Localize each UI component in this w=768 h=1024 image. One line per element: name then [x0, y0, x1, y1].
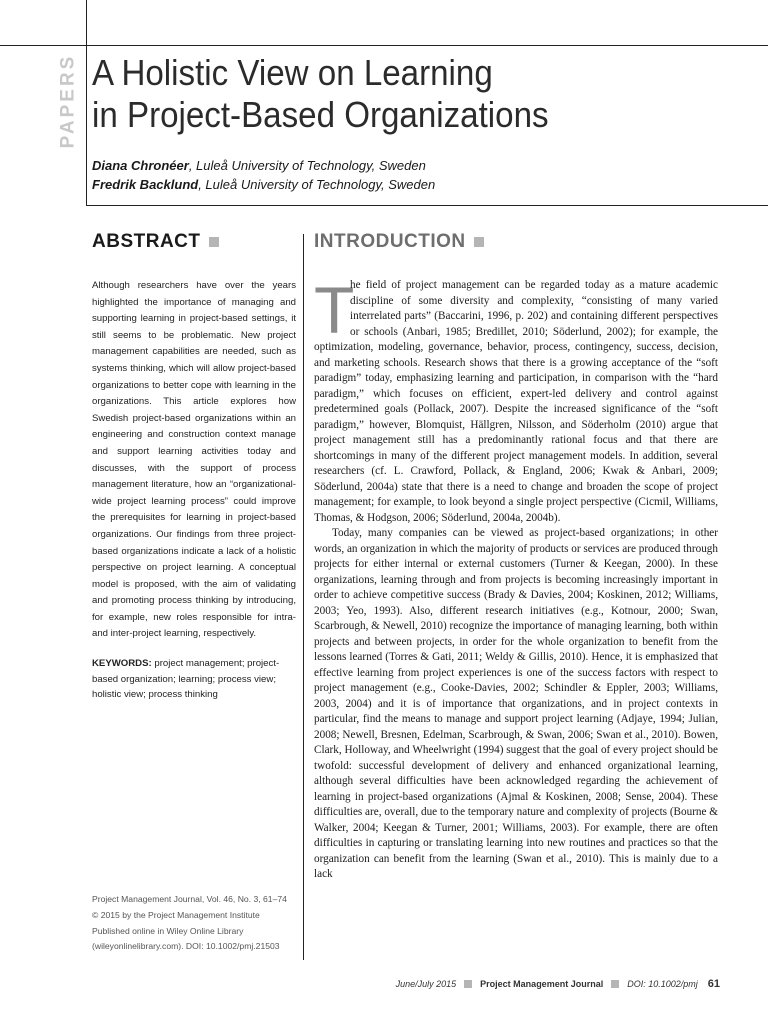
article-title: [92, 52, 699, 136]
citation-line: © 2015 by the Project Management Institute: [92, 909, 260, 920]
citation-block: [92, 892, 302, 955]
drop-cap: T: [314, 273, 355, 347]
intro-paragraph-2: Today, many companies can be viewed as project-based organizations; in other words, an organization in which the majority of products or services are produced through projects for either internal or external customers (Turner & Keegan, 2000). In these organizations, learning through and from projects is becoming increasingly important in order to achieve competitive success (Brady & Davies, 2004; Koskinen, 2012; Williams, 2003; Yeo, 1993). Also, different research initiatives (e.g., Kotnour, 2000; Swan, Scarbrough, & Newell, 2010) recognize the importance of managing learning, both within projects and between projects, in order for the whole organization to benefit from the lessons learned (Torres & Gati, 2011; Weldy & Gillis, 2010). Hence, it is emphasized that effective learning from project experiences is one of the success factors with respect to project management (e.g., Cooke-Davies, 2002; Schindler & Eppler, 2003; Williams, 2003, 2004) and it is of importance that organizations, and in project contexts in particular, find the means to manage and support project learning (Adjaye, 1994; Julian, 2008; Newell, Bresnen, Edelman, Scarbrough, & Swan, 2006; Swan et al., 2010). Bowen, Clark, Holloway, and Wheelwright (1994) suggest that the goal of every project should be twofold: successful development of delivery and enhanced organizational learning, although several difficulties have been acknowledged regarding the achievement of learning in project-based organizations (Ajmal & Koskinen, 2008; Sense, 2004). These difficulties are, overall, due to the temporary nature and complexity of projects (Bourne & Walker, 2004; Keegan & Turner, 2001; Williams, 2003). For example, there are often difficulties in capturing or translating learning into new routines and practices so that the organization can benefit from the learning (Swan et al., 2010). This is mainly due to a lack: [314, 527, 718, 880]
footer-journal-name: Project Management Journal: [480, 979, 604, 989]
citation-line: (wileyonlinelibrary.com). DOI: 10.1002/pmj.21503: [92, 941, 280, 952]
keywords-label: KEYWORDS:: [92, 658, 152, 669]
heading-square-marker: [209, 237, 219, 247]
citation-line: Published online in Wiley Online Library: [92, 925, 244, 936]
keywords: [92, 656, 296, 703]
footer-date: June/July 2015: [395, 979, 457, 989]
author-affiliation: , Luleå University of Technology, Sweden: [198, 177, 436, 192]
author-name: Diana Chronéer: [92, 158, 189, 173]
footer-doi: DOI: 10.1002/pmj: [627, 979, 698, 989]
author-affiliation: , Luleå University of Technology, Sweden: [188, 158, 426, 173]
column-divider: [303, 234, 304, 960]
introduction-body: [314, 273, 718, 883]
drop-cap-spacer: [314, 278, 350, 338]
section-label-text: PAPERS: [57, 53, 79, 149]
abstract-text: Although researchers have over the years highlighted the importance of managing and supporting learning in project-based settings, it still seems to be problematic. New project management capabilities are needed, such as systems thinking, which will allow project-based organizations to better cope with learning in the organizations. This article explores how Swedish project-based organizations within an engineering and construction context manage and support learning activities today and discusses, with the support of process management literature, how an “organizational-wide project learning process” could improve the prerequisites for learning in project-based organizations. Our findings from three project-based organizations indicate a lack of a holistic perspective on project learning. A conceptual model is proposed, with the aim of validating and promoting process thinking by introducing, for example, new roles responsible for intra- and inter-project learning, respectively.: [92, 280, 296, 640]
header-top-rule: [0, 45, 768, 46]
page-number: 61: [707, 978, 720, 990]
section-label: [54, 53, 82, 149]
abstract-heading-text: ABSTRACT: [92, 231, 201, 252]
title-line-1: A Holistic View on Learning: [92, 52, 493, 93]
author-list: [92, 156, 692, 194]
top-vertical-rule: [86, 0, 87, 206]
footer-square-marker: [464, 980, 472, 988]
footer-square-marker: [611, 980, 619, 988]
header-bottom-rule: [86, 205, 768, 206]
abstract-heading: [92, 231, 219, 253]
introduction-heading-text: INTRODUCTION: [314, 231, 466, 252]
intro-paragraph-1: he field of project management can be regarded today as a mature academic discipline of some diversity and complexity, “consisting of many varied interrelated parts” (Baccarini, 1996, p. 202) and containing different perspectives or schools (Anbari, 1985; Bredillet, 2010; Söderlund, 2002); for example, the optimization, modeling, governance, behavior, process, contingency, success, decision, and marketing schools. Research shows that there is a growing acceptance of the “soft paradigm” today, emphasizing learning and participation, in comparison with the “hard paradigm,” which focuses on efficient, expert-led delivery and control against predetermined goals (Pollack, 2007). Despite the increased significance of the “soft paradigm,” however, Blomquist, Hällgren, Nilsson, and Söderholm (2010) argue that project management still has a predominantly rational focus and that there are shortcomings in many of the different project management models. In addition, several researchers (cf. L. Crawford, Pollack, & England, 2006; Kwak & Anbari, 2009; Söderlund, 2004a) state that there is a need to change and broaden the scope of project management; for example, to look beyond a single project perspective (Cicmil, Williams, Thomas, & Hodgson, 2006; Söderlund, 2004a, 2004b).: [314, 279, 718, 524]
keywords-list: project management; project-based organization; learning; process view; holistic view; process thinking: [92, 658, 280, 701]
introduction-heading: [314, 231, 484, 253]
page-footer: [300, 978, 720, 990]
title-line-2: in Project-Based Organizations: [92, 94, 549, 135]
author-line: [92, 175, 692, 194]
citation-line: Project Management Journal, Vol. 46, No. 3, 61–74: [92, 894, 287, 904]
author-line: [92, 156, 692, 175]
author-name: Fredrik Backlund: [92, 177, 199, 192]
heading-square-marker: [474, 237, 484, 247]
